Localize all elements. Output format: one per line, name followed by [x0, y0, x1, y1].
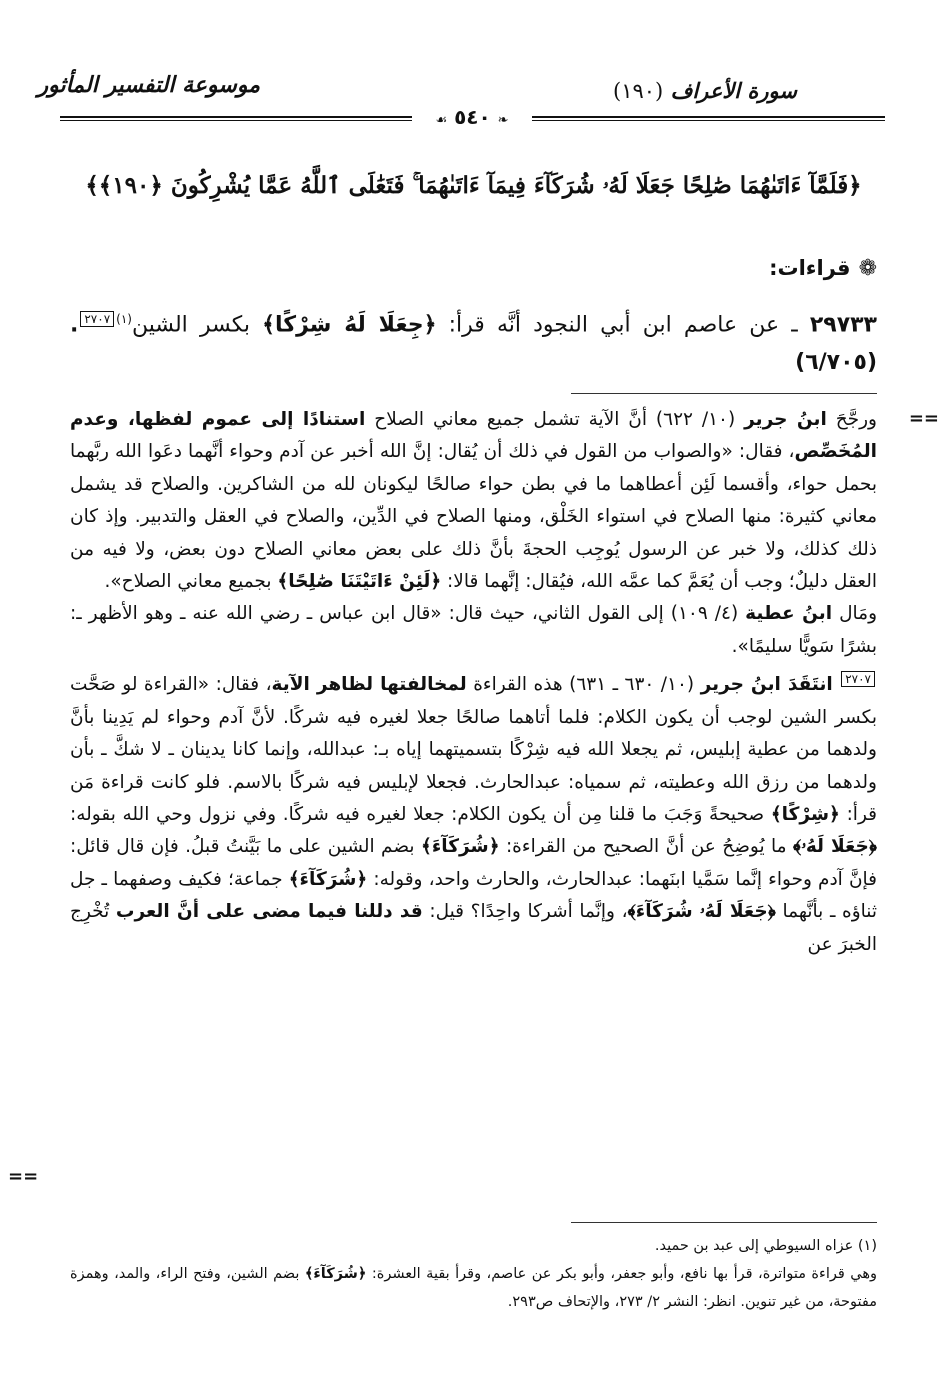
- footnote-mark: (١): [116, 312, 132, 326]
- commentary-box-ref: ٢٧٠٧: [80, 311, 114, 327]
- narration-number: ٢٩٧٣٣: [809, 312, 877, 338]
- section-heading: ❁قراءات:: [769, 256, 877, 281]
- separator-rule: [571, 393, 877, 394]
- commentary-paragraph: ورجَّحَ ابنُ جرير (١٠/ ٦٢٢) أنَّ الآية تشمل جميع معاني الصلاح استنادًا إلى عموم لفظها، وعدم المُخَصِّص، فقال: «والصواب من القول في ذلك أن يُقال: إنَّ الله أخبر عن آدم وحواء أنَّهما دعَوا الله ربَّهما بحمل حواء، وأقسما لَئِن أعطاهما ما في بطن حواء صالحًا ليكونان لله من الشاكرين. والصلاح قد يشمل معاني كثيرة: منها الصلاح في استواء الخَلْق، ومنها الصلاح في الدِّين، والصلاح في العقل والتدبير. وإذ كان ذلك كذلك، ولا خبر عن الرسول يُوجِب الحجةَ بأنَّ ذلك على بعض معاني الصلاح دون بعض، ولا فيه من العقل دليلٌ؛ وجب أن يُعَمَّ كما عمَّه الله، فيُقال: إنَّهما قالا: ﴿لَئِنْ ءَاتَيْتَنَا صَٰلِحًا﴾ بجميع معاني الصلاح».: [70, 409, 877, 593]
- commentary-box-label: ٢٧٠٧: [841, 671, 875, 687]
- footnote-rule: [571, 1222, 877, 1223]
- book-title: موسوعة التفسير المأثور: [37, 72, 260, 98]
- reading-quote: ﴿جِعَلَا لَهُ شِرْكًا﴾: [262, 312, 437, 338]
- surah-title: سورة الأعراف: [670, 78, 797, 103]
- commentary-paragraph: ومَال ابنُ عطية (٤/ ١٠٩) إلى القول الثاني، حيث قال: «قال ابن عباس ـ رضي الله عنه ـ وهو الأظهر ـ: بشرًا سَويًّا سليمًا».: [70, 603, 878, 657]
- continuation-mark-start: ==: [908, 408, 939, 429]
- page-number: ❧ ٥٤٠ ☙: [412, 104, 532, 130]
- continuation-mark-end: ==: [8, 1166, 39, 1187]
- ornament-icon: ☙: [435, 113, 448, 128]
- quran-verse: ﴿فَلَمَّآ ءَاتَىٰهُمَا صَٰلِحًا جَعَلَا لَهُۥ شُرَكَآءَ فِيمَآ ءَاتَىٰهُمَا ۚ فَتَعَٰلَى ٱللَّهُ عَمَّا يُشْرِكُونَ ﴿١٩٠﴾﴾: [85, 172, 862, 199]
- ornament-icon: ❧: [497, 113, 509, 128]
- surah-header: [613, 78, 797, 103]
- footnote-1: (١) عزاه السيوطي إلى عبد بن حميد.: [654, 1238, 877, 1254]
- narration-29733: ٢٩٧٣٣ ـ عن عاصم ابن أبي النجود أنَّه قرأ: ﴿جِعَلَا لَهُ شِرْكًا﴾ بكسر الشين$^{(١)٢٧٠٧}$. (٦/٧٠٥): [70, 312, 877, 376]
- commentary-paragraph: $^{٢٧٠٧}$ انتَقَدَ ابنُ جرير (١٠/ ٦٣٠ ـ ٦٣١) هذه القراءة لمخالفتها لظاهر الآية، فقال: «القراءة لو صَحَّت بكسر الشين لوجب أن يكون الكلام: فلما أتاهما صالحًا جعلا لغيره فيه شركًا. لأنَّ آدم وحواء لم يَدِينا بأنَّ ولدهما من عطية إبليس، ثم يجعلا الله فيه شِرْكًا بتسميتهما إياه بـ: عبدالله، وإنما كانا يدينان ـ لا شكَّ ـ بأن ولدهما من رزق الله وعطيته، ثم سمياه: عبدالحارث. فجعلا لإبليس فيه شركًا بالاسم. فلو كانت قراءة مَن قرأ: ﴿شِرْكًا﴾ صحيحةً وَجَبَ ما قلنا مِن أن يكون الكلام: جعلا لغيره فيه شركًا. وفي نزول وحي الله بقوله: ﴿جَعَلَا لَهُۥ﴾ ما يُوضِحُ عن أنَّ الصحيح من القراءة: ﴿شُرَكَآءَ﴾ بضم الشين على ما بَيَّنتُ قبلُ. فإن قال قائل: فإنَّ آدم وحواء إنَّما سَمَّيا ابنَهما: عبدالحارث، والحارث واحد، وقوله: ﴿شُرَكَآءَ﴾ جماعة؛ فكيف وصفهما ـ جل ثناؤه ـ بأنَّهما ﴿جَعَلَا لَهُۥ شُرَكَآءَ﴾، وإنَّما أشركا واحِدًا؟ قيل: قد دللنا فيما مضى على أنَّ العرب تُخْرِج الخبرَ عن: [70, 672, 878, 955]
- footnote-reading-note: وهي قراءة متواترة، قرأ بها نافع، وأبو جعفر، وأبو بكر عن عاصم، وقرأ بقية العشرة: ﴿شُرَكَآءَ﴾ بضم الشين، وفتح الراء، والمد، وهمزة مفتوحة، من غير تنوين. انظر: النشر ٢/ ٢٧٣، والإتحاف ص٢٩٣.: [70, 1266, 877, 1310]
- verse-number: (١٩٠): [613, 79, 664, 103]
- footnotes: [70, 1232, 877, 1316]
- source-ref: . (٦/٧٠٥): [70, 312, 877, 376]
- flower-ornament-icon: ❁: [858, 256, 877, 281]
- commentary-block: [70, 404, 877, 961]
